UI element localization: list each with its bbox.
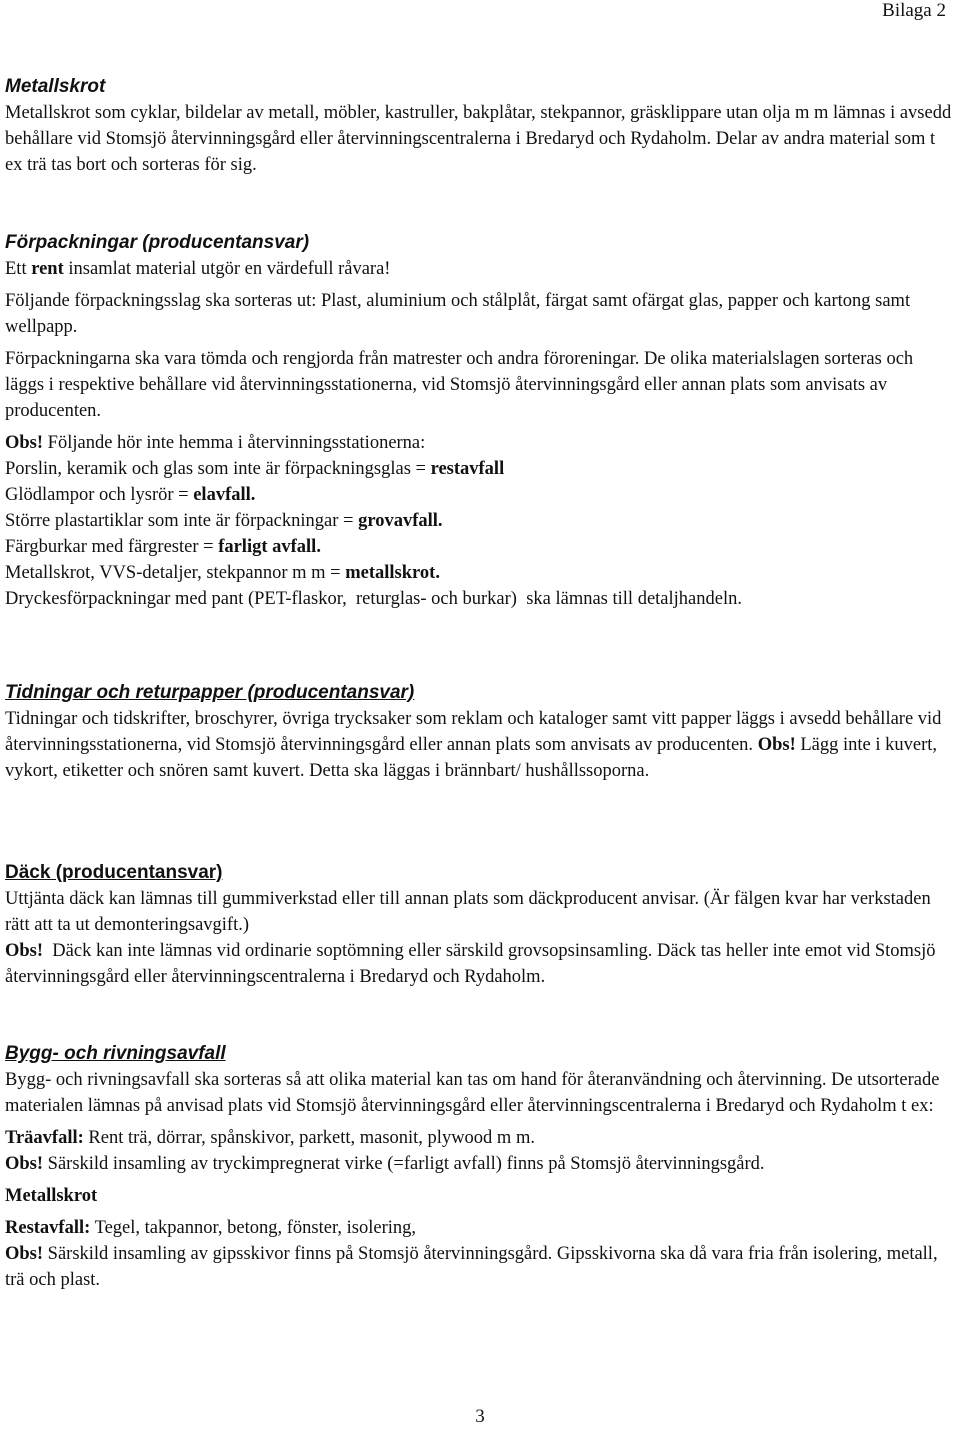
dack-obs: Obs! Däck kan inte lämnas vid ordinarie soptömning eller särskild grovsopsinsamling. Däck tas heller inte emot vid Stomsjö återvinningsgård eller återvinningscentralerna i Bredaryd och Rydaholm. xyxy=(5,941,941,987)
page-label: Bilaga 2 xyxy=(882,0,946,21)
forpackningar-clean-text: Förpackningarna ska vara tömda och rengjorda från matrester och andra föroreningar. De olika materialslagen sorteras och läggs i respektive behållare vid återvinningsstationerna, vid Stomsjö återvinningsgård eller annan plats som anvisats av producenten. xyxy=(5,349,914,421)
tidningar-body: Tidningar och tidskrifter, broschyrer, övriga trycksaker som reklam och kataloger samt vitt papper läggs i avsedd behållare vid återvinningsstationerna, vid Stomsjö återvinningsgård eller annan plats som anvisats av producenten. Obs! Lägg inte i kuvert, vykort, etiketter och snören samt kuvert. Detta ska läggas i brännbart/ hushållssoporna. xyxy=(5,709,942,781)
list-item: Porslin, keramik och glas som inte är förpackningsglas = restavfall xyxy=(5,459,505,479)
bygg-obs-gips: Obs! Särskild insamling av gipsskivor finns på Stomsjö återvinningsgård. Gipsskivorna ska då vara fria från isolering, metall, trä och plast. xyxy=(5,1244,938,1290)
section-title-dack: Däck (producentansvar) xyxy=(5,862,223,883)
section-metallskrot xyxy=(5,74,955,178)
section-forpackningar xyxy=(5,230,955,612)
metallskrot-body: Metallskrot som cyklar, bildelar av metall, möbler, kastruller, bakplåtar, stekpannor, gräsklippare utan olja m m lämnas i avsedd behållare vid Stomsjö återvinningsgård eller återvinningscentralerna i Bredaryd och Rydaholm. Delar av andra material som t ex trä tas bort och sorteras för sig. xyxy=(5,103,952,175)
section-dack xyxy=(5,860,955,990)
bygg-obs-tryckimpregnerat: Obs! Särskild insamling av tryckimpregnerat virke (=farligt avfall) finns på Stomsjö återvinningsgård. xyxy=(5,1154,765,1174)
list-item: Metallskrot, VVS-detaljer, stekpannor m m = metallskrot. xyxy=(5,563,440,583)
list-item: Större plastartiklar som inte är förpackningar = grovavfall. xyxy=(5,511,443,531)
forpackningar-obs: Obs! Följande hör inte hemma i återvinningsstationerna: xyxy=(5,433,426,453)
section-title-tidningar: Tidningar och returpapper (producentansvar) xyxy=(5,682,415,703)
dack-body: Uttjänta däck kan lämnas till gummiverkstad eller till annan plats som däckproducent anvisar. (Är fälgen kvar har verkstaden rätt att ta ut demonteringsavgift.) xyxy=(5,889,931,935)
bygg-travfall: Träavfall: Rent trä, dörrar, spånskivor, parkett, masonit, plywood m m. xyxy=(5,1128,535,1148)
list-item: Färgburkar med färgrester = farligt avfall. xyxy=(5,537,321,557)
section-title-forpackningar: Förpackningar (producentansvar) xyxy=(5,232,310,253)
forpackningar-intro: Ett rent insamlat material utgör en värdefull råvara! xyxy=(5,259,391,279)
list-item: Glödlampor och lysrör = elavfall. xyxy=(5,485,256,505)
bygg-restavfall: Restavfall: Tegel, takpannor, betong, fönster, isolering, xyxy=(5,1218,416,1238)
section-title-bygg: Bygg- och rivningsavfall xyxy=(5,1043,226,1064)
bygg-metallskrot: Metallskrot xyxy=(5,1186,98,1206)
section-bygg xyxy=(5,1041,955,1293)
forpackningar-pant-text: Dryckesförpackningar med pant (PET-flaskor, returglas- och burkar) ska lämnas till detaljhandeln. xyxy=(5,589,742,609)
page-number: 3 xyxy=(475,1406,485,1427)
section-tidningar xyxy=(5,680,955,784)
section-title-metallskrot: Metallskrot xyxy=(5,76,106,97)
bygg-body: Bygg- och rivningsavfall ska sorteras så att olika material kan tas om hand för återanvändning och återvinning. De utsorterade materialen lämnas på anvisad plats vid Stomsjö återvinningsgård eller återvinningscentralerna i Bredaryd och Rydaholm t ex: xyxy=(5,1070,940,1116)
forpackningar-sort-text: Följande förpackningsslag ska sorteras ut: Plast, aluminium och stålplåt, färgat samt ofärgat glas, papper och kartong samt wellpapp. xyxy=(5,291,911,337)
